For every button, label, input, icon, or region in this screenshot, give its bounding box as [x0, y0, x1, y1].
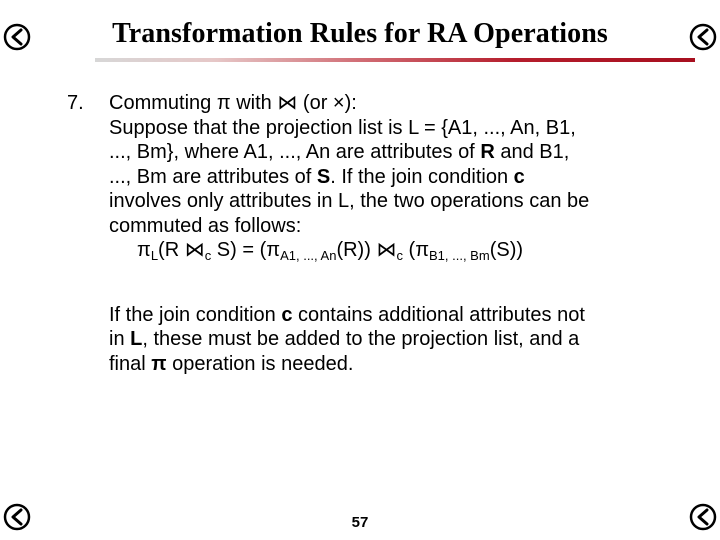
item-heading: Commuting π with ⋈ (or ×): — [109, 92, 357, 114]
page-title: Transformation Rules for RA Operations — [112, 18, 608, 49]
text-line: ..., Bm}, where A1, ..., An are attributes of R and B1, — [109, 141, 570, 163]
note-line: final π operation is needed. — [109, 352, 354, 375]
text-line: commuted as follows: — [109, 214, 302, 237]
formula: $\pi_L(R$ $⋈_c$ $S) = (\pi_{A1, ..., An}(R))$ $⋈_c$ $(\pi_{B1, ..., Bm}(S))$ — [137, 239, 524, 263]
page-number: 57 — [351, 514, 369, 531]
slide-content — [67, 91, 707, 376]
item-number: 7. — [67, 92, 84, 114]
text-line: Suppose that the projection list is L = {A1, ..., An, B1, — [109, 116, 576, 139]
note-line: in L, these must be added to the projection list, and a — [109, 328, 580, 350]
item-body — [109, 91, 707, 376]
circled-arrow-icon — [688, 502, 718, 532]
note-line: If the join condition c contains additional attributes not — [109, 303, 585, 326]
text-line: involves only attributes in L, the two operations can be — [109, 190, 590, 212]
title-underline — [95, 58, 695, 62]
circled-arrow-icon — [2, 502, 32, 532]
text-line: ..., Bm are attributes of S. If the join condition c — [109, 165, 525, 188]
